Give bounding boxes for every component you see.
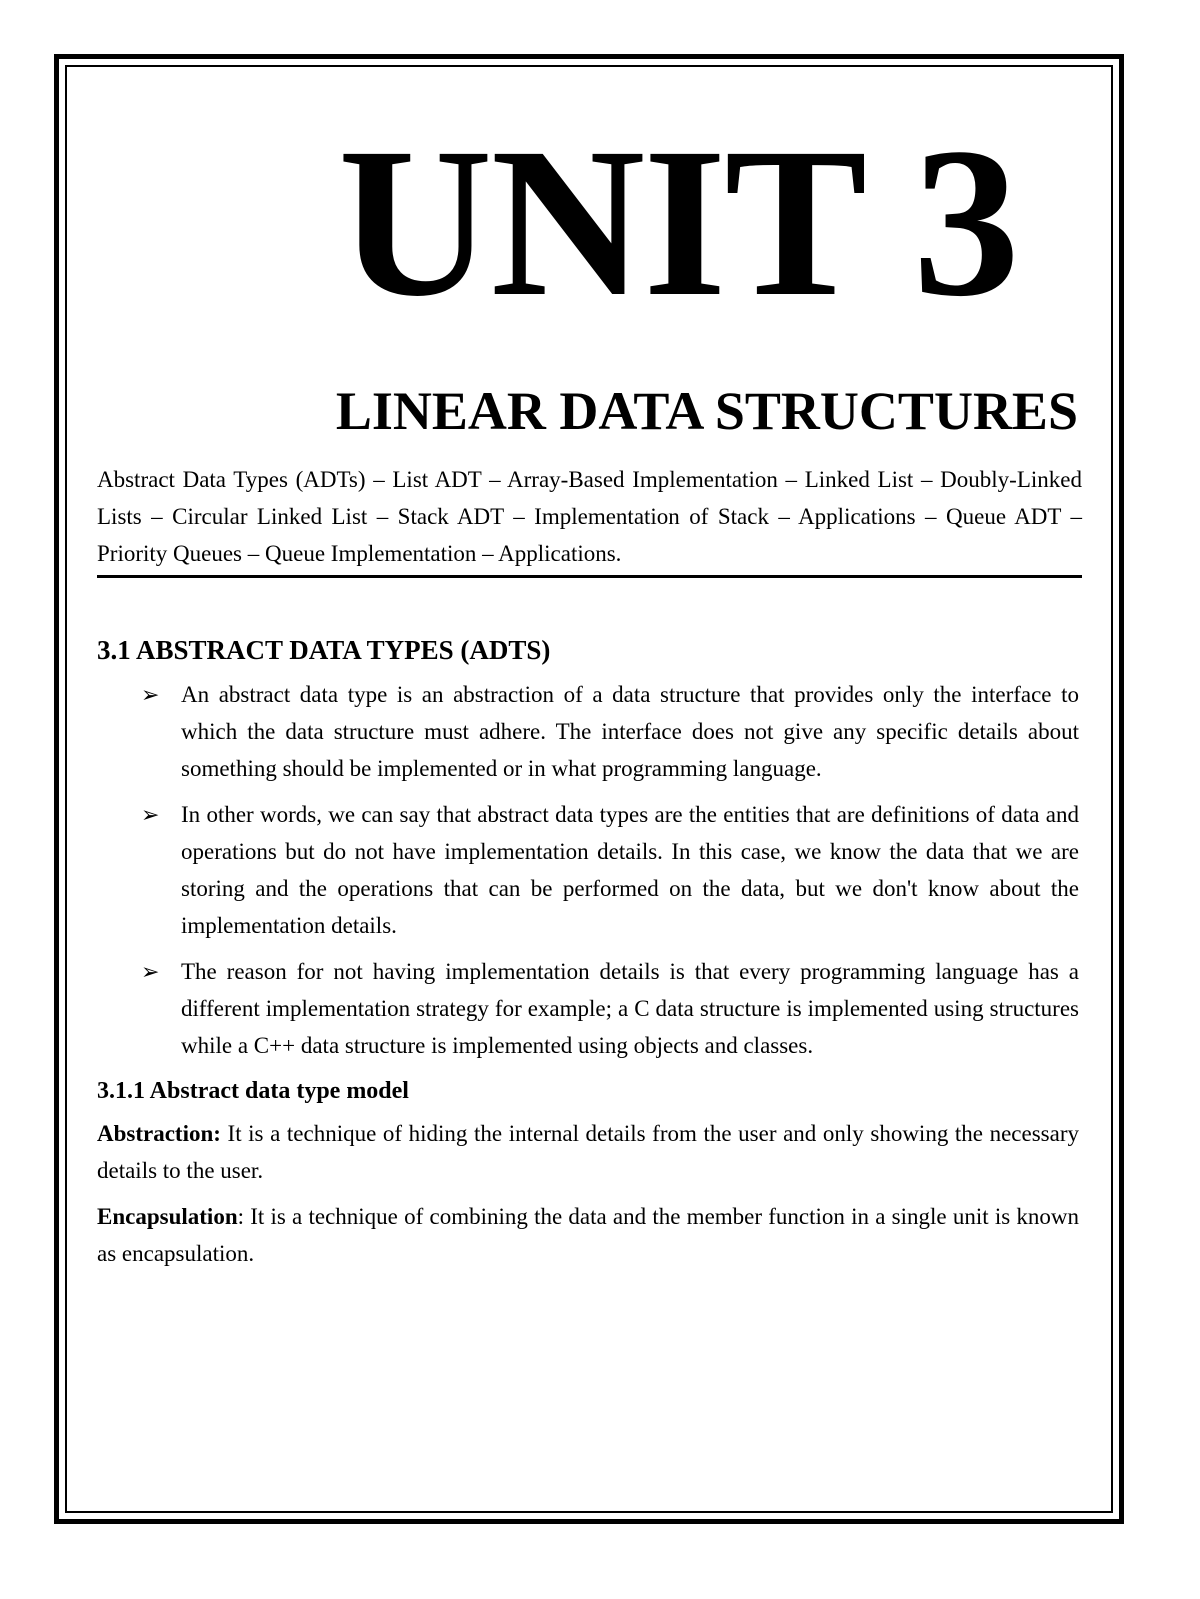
list-item: [141, 953, 1079, 1064]
unit-title: UNIT 3: [338, 104, 1018, 341]
abstraction-paragraph: [97, 1115, 1079, 1189]
encapsulation-paragraph: [97, 1198, 1079, 1272]
list-item: [141, 796, 1079, 944]
bullet-text: An abstract data type is an abstraction of a data structure that provides only the interface to which the data structure must adhere. The interface does not give any specific details about something should be implemented or in what programming language.: [181, 682, 1079, 781]
bullet-text: In other words, we can say that abstract data types are the entities that are definitions of data and operations but do not have implementation details. In this case, we know the data that we are storing and the operations that can be performed on the data, but we don't know about the implementation details.: [181, 802, 1079, 938]
bullet-text: The reason for not having implementation details is that every programming language has a different implementation strategy for example; a C data structure is implemented using structures while a C++ data structure is implemented using objects and classes.: [181, 959, 1079, 1058]
syllabus-summary: Abstract Data Types (ADTs) – List ADT – Array-Based Implementation – Linked List – Doubly-Linked Lists – Circular Linked List – Stack ADT – Implementation of Stack – Applications – Queue ADT – Priority Queues – Queue Implementation – Applications.: [97, 461, 1082, 578]
encapsulation-definition: : It is a technique of combining the data and the member function in a single unit is known as encapsulation.: [97, 1204, 1079, 1266]
list-item: [141, 676, 1079, 787]
unit-subtitle: LINEAR DATA STRUCTURES: [335, 381, 1078, 441]
arrowhead-bullet-icon: ➢: [141, 682, 160, 707]
main-content: [97, 632, 1079, 1281]
adt-bullet-list: [97, 676, 1079, 1064]
section-heading-3-1-1: 3.1.1 Abstract data type model: [97, 1078, 409, 1104]
encapsulation-term: Encapsulation: [97, 1204, 238, 1229]
abstraction-term: Abstraction:: [97, 1121, 221, 1146]
arrowhead-bullet-icon: ➢: [141, 959, 160, 984]
abstraction-definition: It is a technique of hiding the internal details from the user and only showing the necessary details to the user.: [97, 1121, 1079, 1183]
arrowhead-bullet-icon: ➢: [141, 802, 160, 827]
section-heading-3-1: 3.1 ABSTRACT DATA TYPES (ADTS): [97, 635, 551, 665]
